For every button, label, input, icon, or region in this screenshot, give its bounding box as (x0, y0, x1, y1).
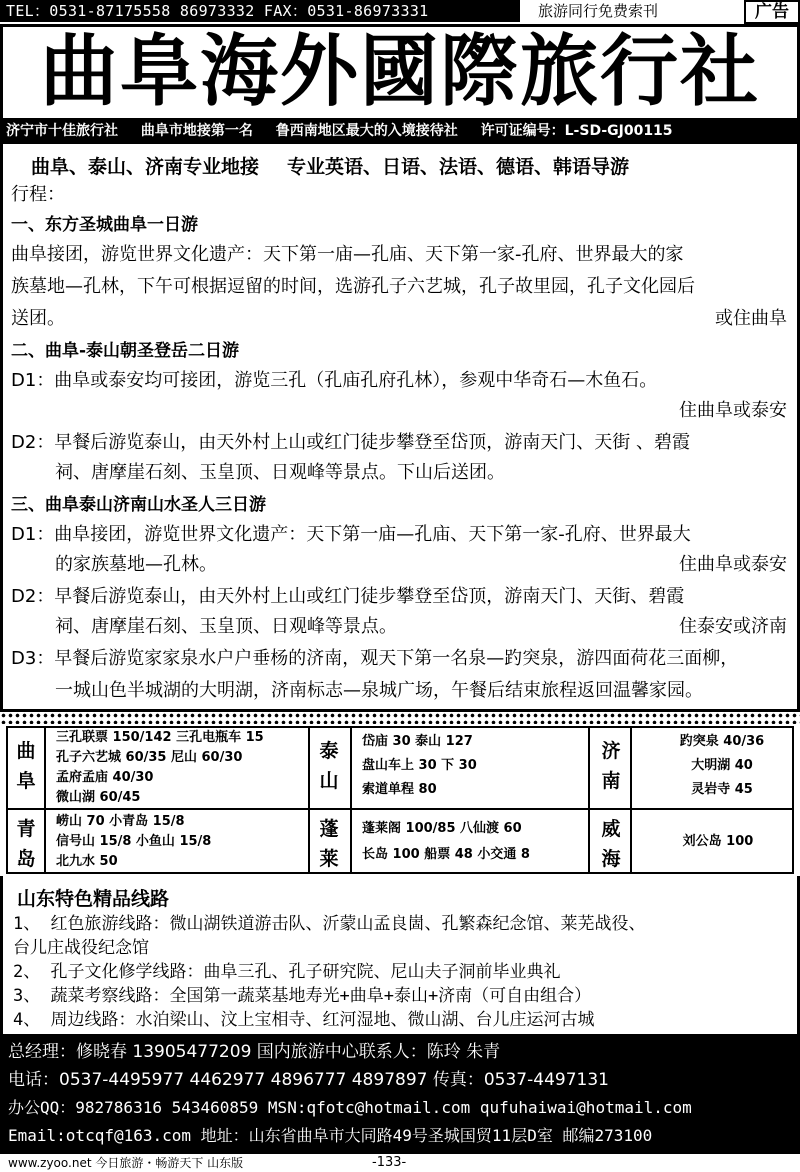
credential-3: 鲁西南地区最大的入境接待社 (275, 123, 458, 139)
table-divider (44, 728, 46, 872)
license-number: 许可证编号：L-SD-GJ00115 (480, 123, 673, 139)
city-qufu (11, 736, 41, 796)
price-line: 孟府孟庙 40/30 (56, 770, 154, 785)
qq-msn-line: 办公QQ：982786316 543460859 MSN:qfotc@hotmail.com qufuhaiwai@hotmail.com (8, 1098, 692, 1117)
price-line: 北九水 50 (56, 854, 118, 869)
city-char: 莱 (319, 848, 339, 870)
price-line: 三孔联票 150/142 三孔电瓶车 15 (56, 730, 264, 745)
free-catalog-note: 旅游同行免费索刊 (538, 2, 659, 20)
email-address-line: Email:otcqf@163.com 地址：山东省曲阜市大同路49号圣城国贸11层D室 邮编273100 (8, 1126, 653, 1145)
tour3-day3-cont: 一城山色半城湖的大明湖，济南标志—泉城广场，午餐后结束旅程返回温馨家园。 (55, 680, 703, 701)
price-line: 盘山车上 30 下 30 (362, 758, 477, 773)
itinerary-section (0, 144, 800, 712)
price-line: 刘公岛 100 (682, 834, 754, 849)
qingdao-prices (56, 812, 211, 872)
city-char: 济 (601, 740, 621, 762)
table-divider (588, 728, 590, 872)
price-line: 崂山 70 小青岛 15/8 (56, 814, 185, 829)
tour3-day2-stay: 住泰安或济南 (679, 616, 787, 637)
price-line: 索道单程 80 (362, 782, 437, 797)
featured-routes (0, 876, 800, 1034)
penglai-prices (362, 816, 530, 868)
route-item: 1、 红色旅游线路：微山湖铁道游击队、沂蒙山孟良崮、孔繁森纪念馆、莱芜战役、 (13, 914, 646, 934)
city-char: 威 (601, 818, 621, 840)
dotted-divider (0, 712, 800, 724)
qufu-prices (56, 728, 264, 808)
tour3-day1-stay: 住曲阜或泰安 (679, 554, 787, 575)
route-item: 3、 蔬菜考察线路：全国第一蔬菜基地寿光+曲阜+泰山+济南（可自由组合） (13, 986, 592, 1006)
tour1-line: 曲阜接团，游览世界文化遗产：天下第一庙—孔庙、天下第一家-孔府、世界最大的家 (11, 244, 684, 265)
ad-badge: 广告 (744, 0, 800, 24)
credential-1: 济宁市十佳旅行社 (6, 123, 118, 139)
tour2-day1-stay: 住曲阜或泰安 (679, 400, 787, 421)
route-item: 2、 孔子文化修学线路：曲阜三孔、孔子研究院、尼山夫子洞前毕业典礼 (13, 962, 561, 982)
price-line: 蓬莱阁 100/85 八仙渡 60 (362, 821, 522, 836)
table-divider (350, 728, 352, 872)
jinan-prices (672, 730, 772, 802)
price-line: 灵岩寺 45 (691, 782, 753, 797)
city-char: 岛 (16, 848, 36, 870)
manager-line: 总经理：修晓春 13905477209 国内旅游中心联系人：陈玲 朱青 (8, 1042, 501, 1062)
city-penglai (314, 814, 344, 874)
price-line: 信号山 15/8 小鱼山 15/8 (56, 834, 212, 849)
route-item: 台儿庄战役纪念馆 (13, 938, 149, 958)
service-headline (31, 152, 629, 179)
price-line: 趵突泉 40/36 (679, 734, 765, 749)
credential-2: 曲阜市地接第一名 (140, 123, 253, 139)
city-char: 山 (319, 770, 339, 792)
weihai-prices (658, 832, 778, 852)
city-char: 泰 (319, 740, 339, 762)
footer-site: www.zyoo.net 今日旅游・畅游天下 山东版 (8, 1156, 244, 1170)
tour3-title: 三、曲阜泰山济南山水圣人三日游 (11, 495, 266, 515)
tour1-line: 送团。 (11, 308, 65, 329)
credentials-bar (0, 118, 800, 144)
tour2-day2: D2：早餐后游览泰山，由天外村上山或红门徒步攀登至岱顶，游南天门、天街 、碧霞 (11, 432, 691, 453)
table-divider (630, 728, 632, 872)
itinerary-label: 行程： (11, 184, 65, 205)
city-char: 阜 (16, 770, 36, 792)
tour2-title: 二、曲阜-泰山朝圣登岳二日游 (11, 341, 240, 361)
taishan-prices (362, 730, 477, 802)
headline-local: 曲阜、泰山、济南专业地接 (31, 156, 260, 178)
table-divider (308, 728, 310, 872)
tour3-day2: D2：早餐后游览泰山，由天外村上山或红门徒步攀登至岱顶，游南天门、天街、碧霞 (11, 586, 685, 607)
route-item: 4、 周边线路：水泊梁山、汶上宝相寺、红河湿地、微山湖、台儿庄运河古城 (13, 1010, 595, 1030)
tour3-day2-cont: 祠、唐摩崖石刻、玉皇顶、日观峰等景点。 (55, 616, 397, 637)
city-char: 海 (601, 848, 621, 870)
price-line: 岱庙 30 泰山 127 (362, 734, 473, 749)
city-char: 曲 (16, 740, 36, 762)
price-line: 大明湖 40 (691, 758, 753, 773)
headline-guides: 专业英语、日语、法语、德语、韩语导游 (287, 156, 630, 178)
routes-title: 山东特色精品线路 (17, 888, 170, 910)
price-line: 长岛 100 船票 48 小交通 8 (362, 847, 530, 862)
top-bar (0, 0, 800, 24)
tour1-title: 一、东方圣城曲阜一日游 (11, 215, 198, 235)
ticket-price-table (6, 726, 794, 874)
tour1-stay: 或住曲阜 (715, 308, 787, 329)
table-divider (8, 808, 792, 810)
page-footer (0, 1154, 800, 1172)
tour3-day1-cont: 的家族墓地—孔林。 (55, 554, 217, 575)
phone-line: 电话：0537-4495977 4462977 4896777 4897897 传真：0537-4497131 (8, 1070, 609, 1090)
tour1-line: 族墓地—孔林，下午可根据逗留的时间，选游孔子六艺城，孔子故里园，孔子文化园后 (11, 276, 695, 297)
tour3-day3: D3：早餐后游览家家泉水户户垂杨的济南，观天下第一名泉—趵突泉，游四面荷花三面柳， (11, 648, 739, 669)
city-jinan (596, 736, 626, 796)
city-qingdao (11, 814, 41, 874)
tour2-day2-cont: 祠、唐摩崖石刻、玉皇顶、日观峰等景点。下山后送团。 (55, 462, 505, 483)
city-weihai (596, 814, 626, 874)
city-char: 蓬 (319, 818, 339, 840)
contact-block (0, 1034, 800, 1154)
city-taishan (314, 736, 344, 796)
agency-title: 曲阜海外國際旅行社 (0, 24, 800, 118)
tour3-day1: D1：曲阜接团，游览世界文化遗产：天下第一庙—孔庙、天下第一家-孔府、世界最大 (11, 524, 691, 545)
page-number: -133- (372, 1155, 407, 1170)
top-contacts: TEL：0531-87175558 86973332 FAX：0531-86973331 (0, 0, 520, 22)
tour2-day1: D1：曲阜或泰安均可接团，游览三孔（孔庙孔府孔林），参观中华奇石—木鱼石。 (11, 370, 658, 391)
price-line: 微山湖 60/45 (56, 790, 141, 805)
city-char: 南 (601, 770, 621, 792)
city-char: 青 (16, 818, 36, 840)
price-line: 孔子六艺城 60/35 尼山 60/30 (56, 750, 243, 765)
